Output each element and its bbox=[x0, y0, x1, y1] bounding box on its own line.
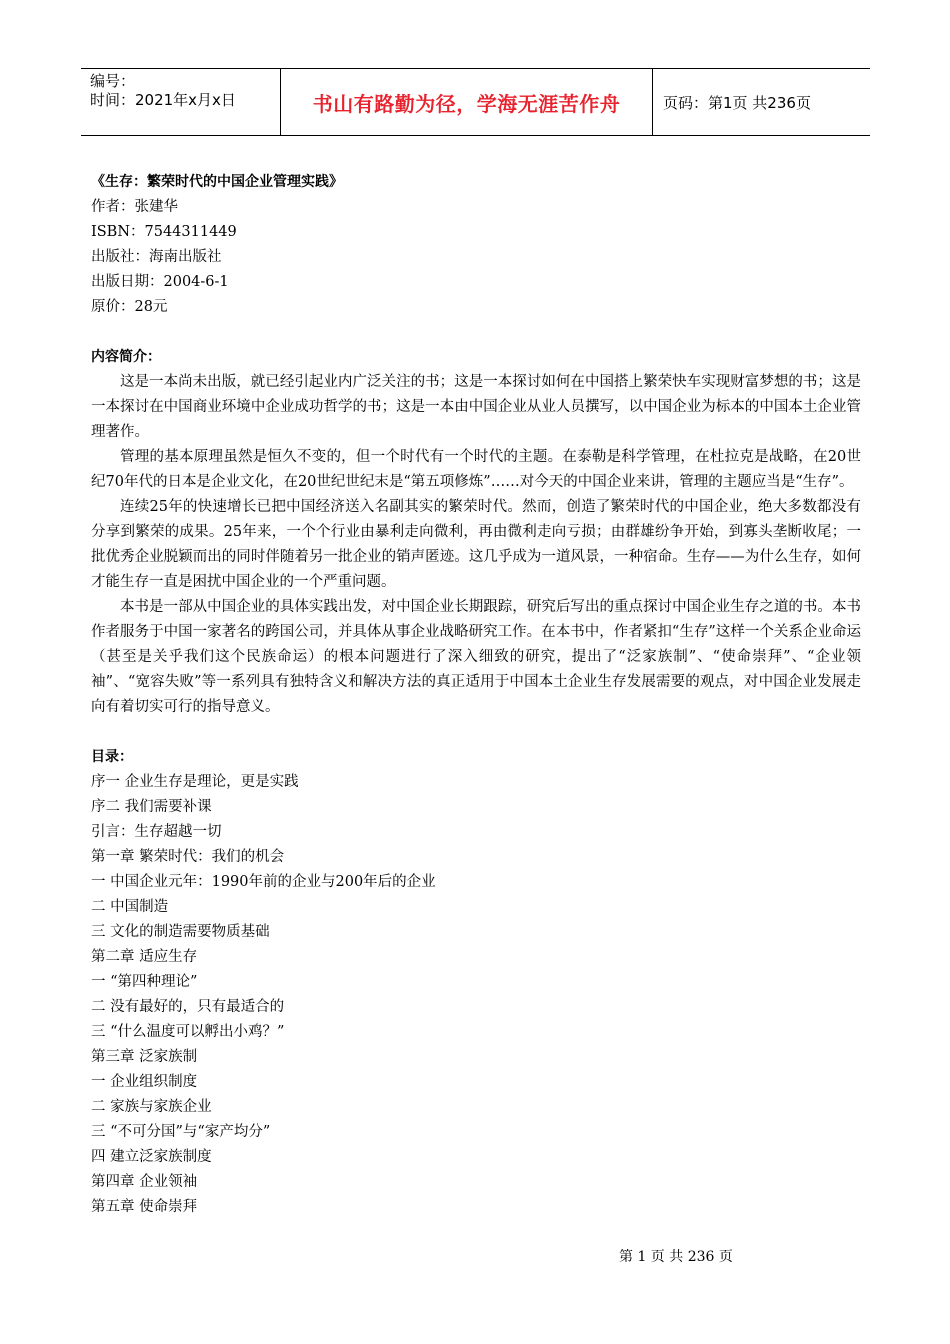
header-page-info: 页码：第1页 共236页 bbox=[663, 93, 811, 112]
toc-item: 一 中国企业元年：1990年前的企业与200年后的企业 bbox=[91, 874, 436, 890]
book-isbn: ISBN：7544311449 bbox=[91, 224, 237, 240]
document-body bbox=[91, 170, 861, 1220]
intro-paragraph: 本书是一部从中国企业的具体实践出发，对中国企业长期跟踪，研究后写出的重点探讨中国企业生存之道的书。本书作者服务于中国一家著名的跨国公司，并具体从事企业战略研究工作。在本书中，作者紧扣“生存”这样一个关系企业命运（甚至是关乎我们这个民族命运）的根本问题进行了深入细致的研究，提出了“泛家族制”、“使命崇拜”、“企业领袖”、“宽容失败”等一系列具有独特含义和解决方法的真正适用于中国本土企业生存发展需要的观点，对中国企业发展走向有着切实可行的指导意义。 bbox=[91, 599, 861, 715]
toc-item: 引言：生存超越一切 bbox=[91, 824, 222, 840]
intro-heading: 内容简介： bbox=[91, 349, 161, 365]
book-publisher: 出版社：海南出版社 bbox=[91, 249, 222, 265]
toc-item: 第五章 使命崇拜 bbox=[91, 1199, 198, 1215]
toc-item: 三 “不可分国”与“家产均分” bbox=[91, 1124, 271, 1140]
toc-item: 二 家族与家族企业 bbox=[91, 1099, 212, 1115]
time-label: 时间：2021年x月x日 bbox=[90, 91, 236, 109]
toc-item: 三 “什么温度可以孵出小鸡？” bbox=[91, 1024, 285, 1040]
book-author: 作者：张建华 bbox=[91, 199, 178, 215]
book-price: 原价：28元 bbox=[91, 299, 168, 315]
toc-item: 第二章 适应生存 bbox=[91, 949, 198, 965]
number-label: 编号： bbox=[90, 72, 136, 90]
intro-paragraph: 这是一本尚未出版，就已经引起业内广泛关注的书；这是一本探讨如何在中国搭上繁荣快车实现财富梦想的书；这是一本探讨在中国商业环境中企业成功哲学的书；这是一本由中国企业从业人员撰写，以中国企业为标本的中国本土企业管理著作。 bbox=[91, 374, 861, 440]
toc-item: 二 没有最好的，只有最适合的 bbox=[91, 999, 285, 1015]
toc-item: 序一 企业生存是理论，更是实践 bbox=[91, 774, 299, 790]
book-title: 《生存：繁荣时代的中国企业管理实践》 bbox=[91, 174, 343, 190]
toc-item: 一 “第四种理论” bbox=[91, 974, 198, 990]
document-header bbox=[81, 68, 870, 136]
toc-item: 三 文化的制造需要物质基础 bbox=[91, 924, 270, 940]
toc-item: 二 中国制造 bbox=[91, 899, 169, 915]
page-footer: 第 1 页 共 236 页 bbox=[619, 1249, 733, 1265]
toc-item: 第一章 繁荣时代：我们的机会 bbox=[91, 849, 285, 865]
toc-item: 序二 我们需要补课 bbox=[91, 799, 212, 815]
toc-item: 第四章 企业领袖 bbox=[91, 1174, 198, 1190]
book-pub-date: 出版日期：2004-6-1 bbox=[91, 274, 229, 290]
header-motto: 书山有路勤为径，学海无涯苦作舟 bbox=[281, 69, 653, 135]
toc-list bbox=[91, 770, 861, 1220]
toc-heading: 目录： bbox=[91, 749, 133, 765]
toc-item: 一 企业组织制度 bbox=[91, 1074, 198, 1090]
intro-paragraph: 管理的基本原理虽然是恒久不变的，但一个时代有一个时代的主题。在泰勒是科学管理，在杜拉克是战略，在20世纪70年代的日本是企业文化，在20世纪世纪末是“第五项修炼”……对今天的中国企业来讲，管理的主题应当是“生存”。 bbox=[91, 449, 861, 490]
toc-item: 四 建立泛家族制度 bbox=[91, 1149, 212, 1165]
toc-item: 第三章 泛家族制 bbox=[91, 1049, 198, 1065]
intro-paragraph: 连续25年的快速增长已把中国经济送入名副其实的繁荣时代。然而，创造了繁荣时代的中国企业，绝大多数都没有分享到繁荣的成果。25年来，一个个行业由暴利走向微利，再由微利走向亏损；由群雄纷争开始，到寡头垄断收尾；一批优秀企业脱颖而出的同时伴随着另一批企业的销声匿迹。这几乎成为一道风景，一种宿命。生存——为什么生存，如何才能生存一直是困扰中国企业的一个严重问题。 bbox=[91, 499, 861, 590]
header-meta-cell bbox=[81, 69, 281, 135]
